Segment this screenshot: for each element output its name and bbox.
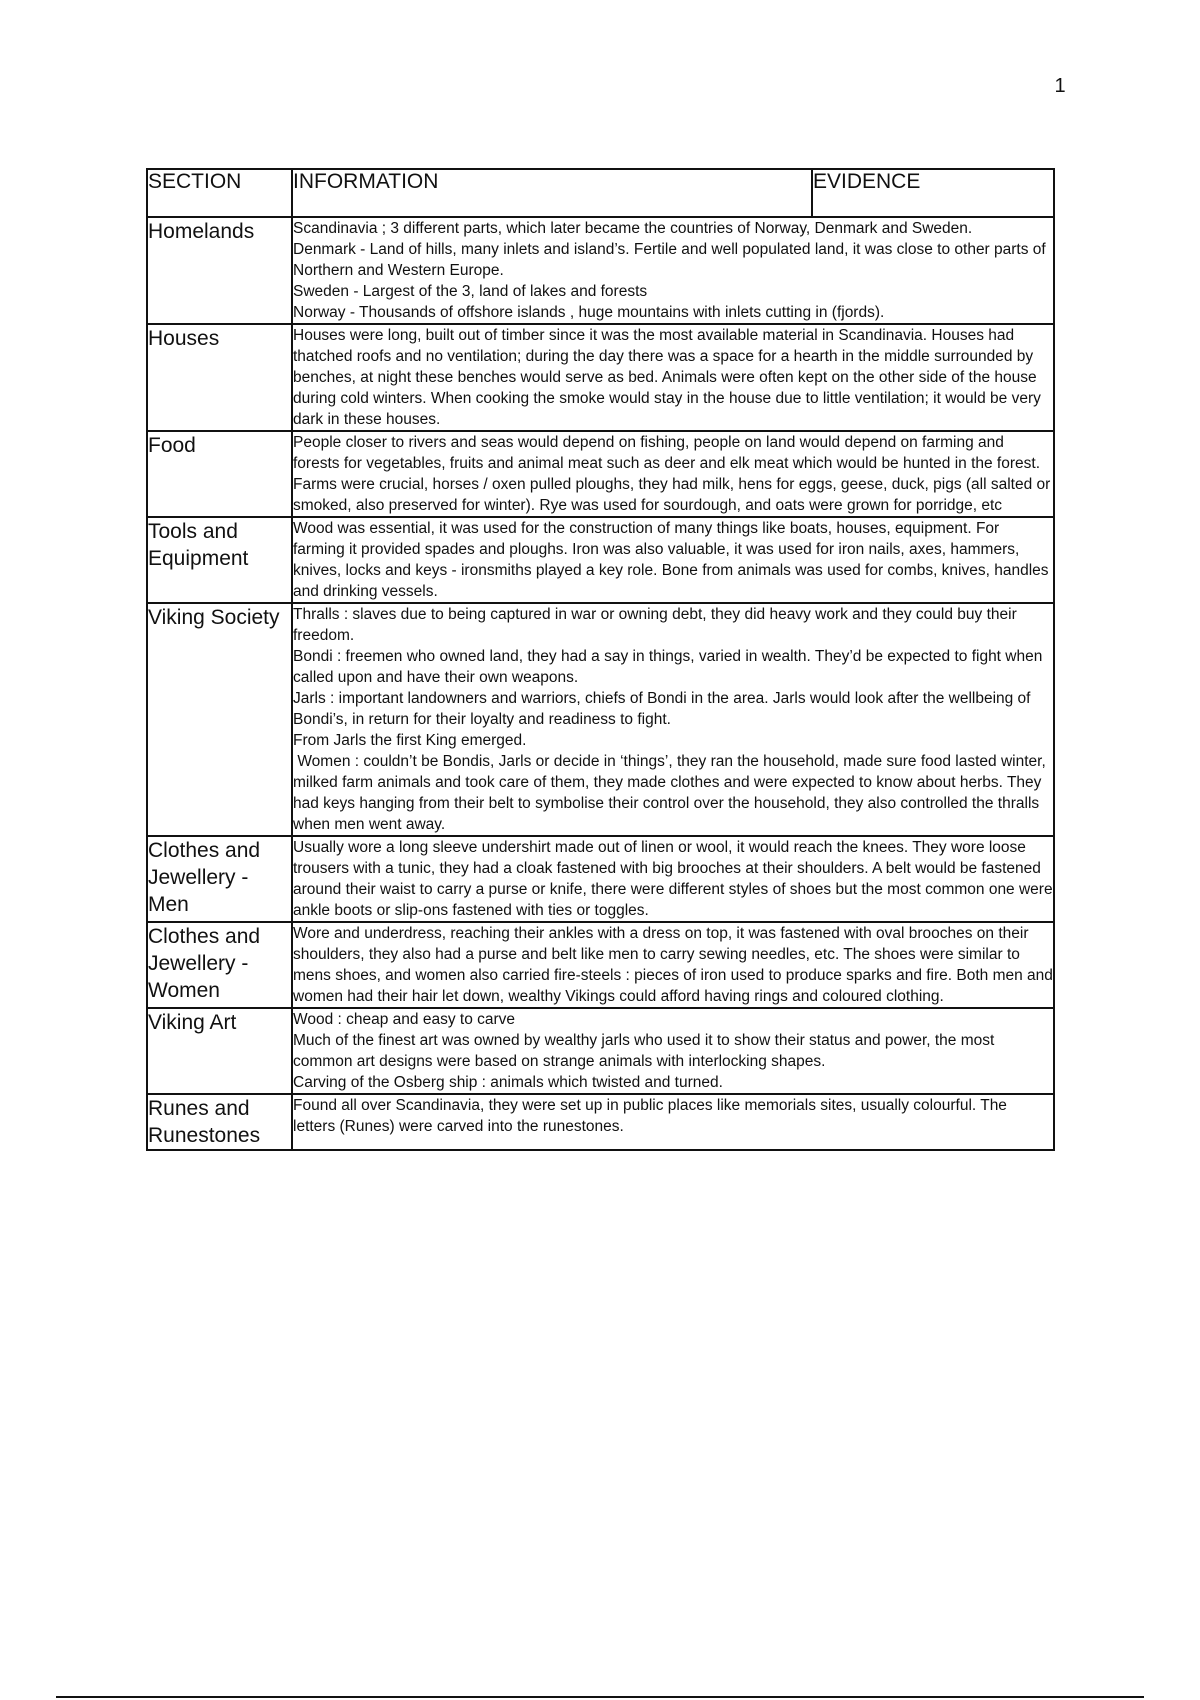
table-header-row (147, 169, 1054, 217)
information-line: Usually wore a long sleeve undershirt made out of linen or wool, it would reach the knees. They wore loose trousers with a tunic, they had a cloak fastened with big brooches at their shoulders. A belt would be fastened around their waist to carry a purse or knife, there were different styles of shoes but the most common one were ankle boots or slip-ons fastened with ties or toggles. (293, 839, 1057, 919)
information-line: Wood : cheap and easy to carve (293, 1011, 516, 1028)
information-line: Bondi : freemen who owned land, they had a say in things, varied in wealth. They’d be expected to fight when called upon and have their own weapons. (293, 648, 1047, 686)
information-cell (292, 324, 1054, 431)
information-cell (292, 517, 1054, 603)
table-row-viking-society (147, 603, 1054, 836)
table-row-food (147, 431, 1054, 517)
information-cell (292, 922, 1058, 1008)
information-cell (292, 431, 1054, 517)
section-cell: Homelands (147, 217, 292, 324)
section-cell: Tools and Equipment (147, 517, 292, 603)
footer-rule (56, 1696, 1144, 1698)
table-row-viking-art (147, 1008, 1054, 1094)
table-row-houses (147, 324, 1054, 431)
notes-table (146, 168, 1058, 1151)
information-line: Found all over Scandinavia, they were set up in public places like memorials sites, usually colourful. The letters (Runes) were carved into the runestones. (293, 1097, 1012, 1135)
header-information: INFORMATION (292, 169, 812, 217)
page-number: 1 (1054, 75, 1066, 97)
table-row-clothes-men (147, 836, 1054, 922)
information-line: Much of the finest art was owned by wealthy jarls who used it to show their status and power, the most common art designs were based on strange animals with interlocking shapes. (293, 1032, 999, 1070)
information-line: Jarls : important landowners and warriors, chiefs of Bondi in the area. Jarls would look after the wellbeing of Bondi’s, in return for their loyalty and readiness to fight. (293, 690, 1035, 728)
information-cell (292, 1008, 1054, 1094)
information-line: Scandinavia ; 3 different parts, which later became the countries of Norway, Denmark and Sweden. (293, 220, 973, 237)
information-cell (292, 603, 1054, 836)
information-cell (292, 217, 1054, 324)
information-line: Carving of the Osberg ship : animals which twisted and turned. (293, 1074, 723, 1091)
section-cell: Clothes and Jewellery - Women (147, 922, 292, 1008)
information-line: Wood was essential, it was used for the construction of many things like boats, houses, equipment. For farming it provided spades and ploughs. Iron was also valuable, it was used for iron nails, axes, hammers, knives, locks and keys - ironsmiths played a key role. Bone from animals was used for combs, knives, handles and drinking vessels. (293, 520, 1053, 600)
information-line: Houses were long, built out of timber since it was the most available material in Scandinavia. Houses had thatched roofs and no ventilation; during the day there was a space for a hearth in the middle surrounded by benches, at night these benches would serve as bed. Animals were often kept on the other side of the house during cold winters. When cooking the smoke would stay in the house due to little ventilation; it would be very dark in these houses. (293, 327, 1046, 428)
information-line: Denmark - Land of hills, many inlets and island’s. Fertile and well populated land, it was close to other parts of Northern and Western Europe. (293, 241, 1051, 279)
information-line: Wore and underdress, reaching their ankles with a dress on top, it was fastened with oval brooches on their shoulders, they also had a purse and belt like men to carry sewing needles, etc. The shoes were similar to mens shoes, and women also carried fire-steels : pieces of iron used to produce sparks and fire. Both men and women had their hair let down, wealthy Vikings could afford having rings and coloured clothing. (293, 925, 1058, 1005)
information-cell (292, 836, 1057, 922)
section-cell: Viking Society (147, 603, 292, 836)
information-line: From Jarls the first King emerged. (293, 732, 527, 749)
table-row-clothes-women (147, 922, 1054, 1008)
information-cell (292, 1094, 1054, 1150)
section-cell: Clothes and Jewellery - Men (147, 836, 292, 922)
table-row-homelands (147, 217, 1054, 324)
section-cell: Food (147, 431, 292, 517)
information-line: Women : couldn’t be Bondis, Jarls or decide in ‘things’, they ran the household, made sure food lasted winter, milked farm animals and took care of them, they made clothes and were expected to know about herbs. They had keys hanging from their belt to symbolise their control over the household, they also controlled the thralls when men went away. (293, 753, 1051, 833)
header-evidence: EVIDENCE (812, 169, 1054, 217)
information-line: Norway - Thousands of offshore islands , huge mountains with inlets cutting in (fjords). (293, 304, 885, 321)
table-row-tools-and-equipment (147, 517, 1054, 603)
section-cell: Houses (147, 324, 292, 431)
table-row-runes (147, 1094, 1054, 1150)
information-line: Thralls : slaves due to being captured in war or owning debt, they did heavy work and they could buy their freedom. (293, 606, 1022, 644)
header-section: SECTION (147, 169, 292, 217)
section-cell: Viking Art (147, 1008, 292, 1094)
section-cell: Runes and Runestones (147, 1094, 292, 1150)
information-line: Sweden - Largest of the 3, land of lakes and forests (293, 283, 648, 300)
information-line: People closer to rivers and seas would depend on fishing, people on land would depend on farming and forests for vegetables, fruits and animal meat such as deer and elk meat which would be hunted in the forest. Farms were crucial, horses / oxen pulled ploughs, they had milk, hens for eggs, geese, duck, pigs (all salted or smoked, also preserved for winter). Rye was used for sourdough, and oats were grown for porridge, etc (293, 434, 1055, 514)
